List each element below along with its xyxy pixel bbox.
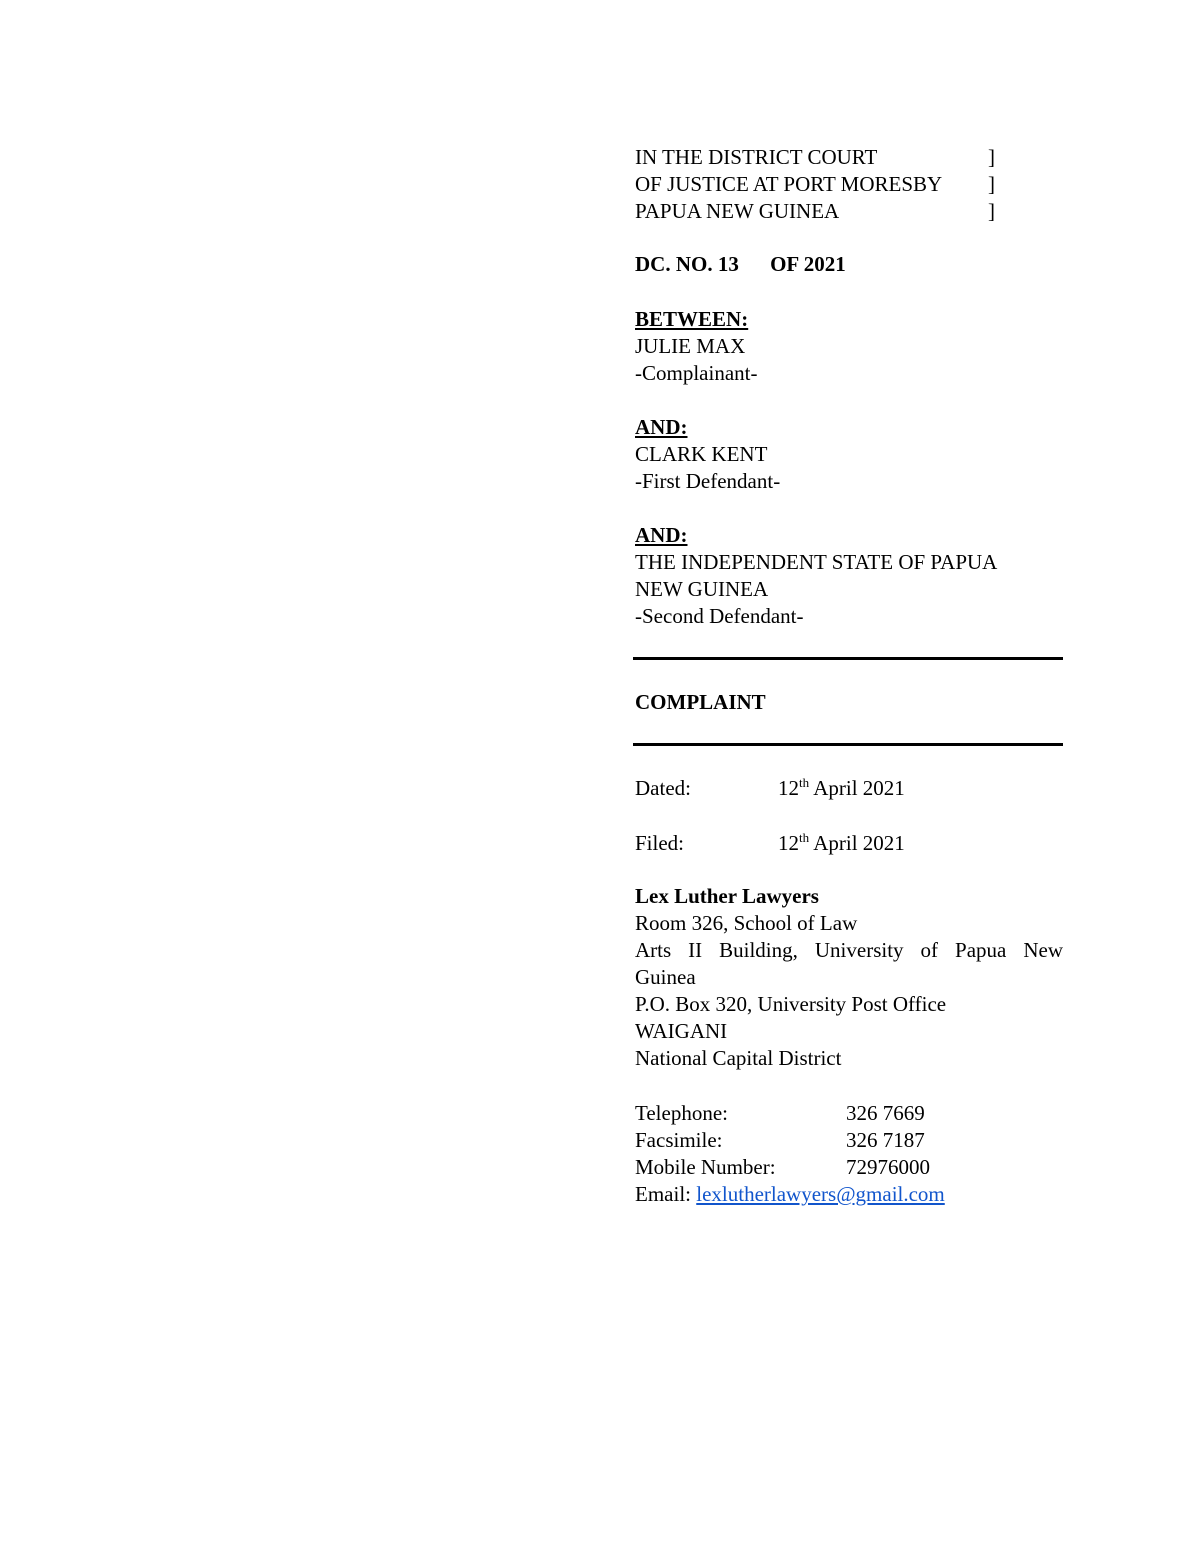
firm-address-line-6: National Capital District (635, 1046, 842, 1070)
mobile-row (635, 1154, 1063, 1181)
facsimile-value: 326 7187 (846, 1128, 925, 1152)
court-heading-text-3: PAPUA NEW GUINEA (635, 199, 840, 223)
complainant-name: JULIE MAX (635, 334, 746, 358)
divider-top (633, 657, 1063, 660)
filed-day: 12 (778, 831, 799, 855)
facsimile-row (635, 1127, 1063, 1154)
dated-day: 12 (778, 776, 799, 800)
mobile-value: 72976000 (846, 1155, 930, 1179)
firm-address-line-3: Guinea (635, 965, 696, 989)
email-link[interactable]: lexlutherlawyers@gmail.com (696, 1182, 945, 1206)
case-number-prefix: DC. NO. 13 (635, 252, 739, 276)
email-label: Email: (635, 1182, 697, 1206)
facsimile-label: Facsimile: (635, 1128, 723, 1152)
dated-value (778, 775, 905, 802)
firm-name: Lex Luther Lawyers (635, 884, 819, 908)
court-heading-text-1: IN THE DISTRICT COURT (635, 145, 878, 169)
filed-value (778, 830, 905, 857)
filed-rest: April 2021 (809, 831, 905, 855)
firm-address-line-2: Arts II Building, University of Papua New (635, 938, 1063, 962)
complainant-role: -Complainant- (635, 361, 758, 385)
telephone-label: Telephone: (635, 1101, 728, 1125)
and-label-1: AND: (635, 415, 688, 439)
filed-row (635, 830, 1063, 857)
first-defendant-name: CLARK KENT (635, 442, 768, 466)
court-heading-line-1 (635, 144, 1063, 171)
firm-address-line-4: P.O. Box 320, University Post Office (635, 992, 947, 1016)
between-label: BETWEEN: (635, 307, 749, 331)
court-heading-line-2 (635, 171, 1063, 198)
second-defendant-block (635, 522, 1063, 630)
case-number-year: OF 2021 (770, 252, 846, 276)
mobile-label: Mobile Number: (635, 1155, 776, 1179)
second-defendant-name-line-1: THE INDEPENDENT STATE OF PAPUA (635, 550, 998, 574)
court-bracket-3: ] (988, 199, 995, 223)
telephone-row (635, 1100, 1063, 1127)
first-defendant-block (635, 414, 1063, 495)
document-title: COMPLAINT (635, 690, 766, 714)
court-bracket-1: ] (988, 145, 995, 169)
dated-row (635, 775, 1063, 802)
court-heading-text-2: OF JUSTICE AT PORT MORESBY (635, 172, 943, 196)
dated-suffix: th (799, 775, 810, 790)
court-heading (635, 144, 1063, 225)
dated-rest: April 2021 (809, 776, 905, 800)
first-defendant-role: -First Defendant- (635, 469, 781, 493)
contact-block (635, 1100, 1063, 1208)
case-number (635, 251, 1063, 278)
filed-label: Filed: (635, 831, 685, 855)
telephone-value: 326 7669 (846, 1101, 925, 1125)
firm-address-line-5: WAIGANI (635, 1019, 728, 1043)
divider-bottom (633, 743, 1063, 746)
court-bracket-2: ] (988, 172, 995, 196)
parties-block (635, 306, 1063, 387)
and-label-2: AND: (635, 523, 688, 547)
filed-suffix: th (799, 830, 810, 845)
second-defendant-name-line-2: NEW GUINEA (635, 577, 769, 601)
firm-block (635, 883, 1063, 1072)
second-defendant-role: -Second Defendant- (635, 604, 804, 628)
dated-label: Dated: (635, 776, 691, 800)
court-heading-line-3 (635, 198, 1063, 225)
email-row (635, 1181, 1063, 1208)
firm-address-line-1: Room 326, School of Law (635, 911, 858, 935)
